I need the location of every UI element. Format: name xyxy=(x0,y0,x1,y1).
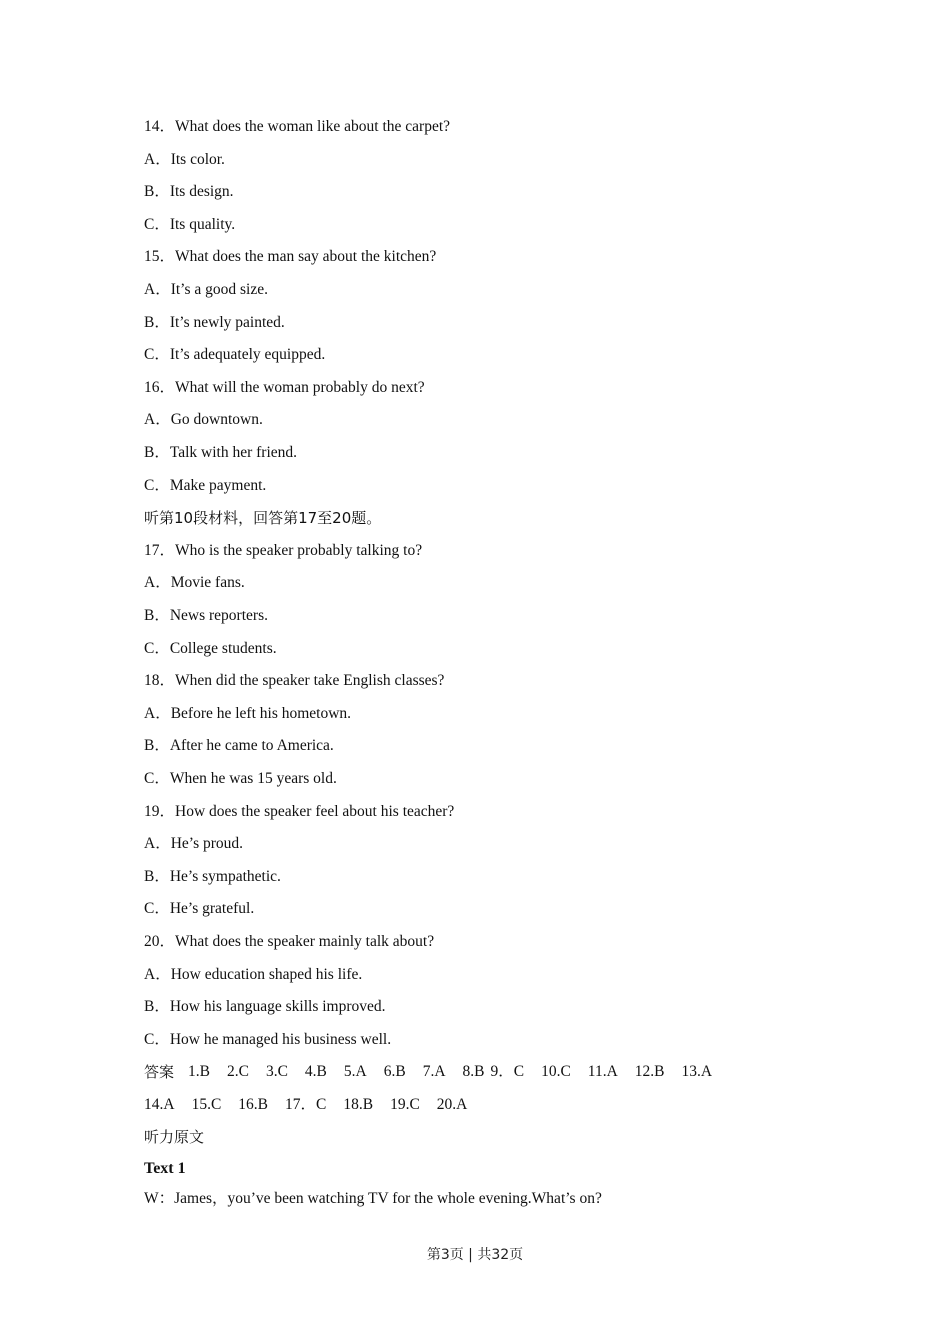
question-19-option-c: C．He’s grateful. xyxy=(144,900,255,917)
question-18-option-a: A．Before he left his hometown. xyxy=(144,705,352,722)
question-19-option-a: A．He’s proud. xyxy=(144,835,244,852)
question-17-option-c: C．College students. xyxy=(144,640,277,657)
question-15-option-a: A．It’s a good size. xyxy=(144,281,268,298)
answer-item: 6.B xyxy=(383,1063,406,1080)
question-15-option-c: C．It’s adequately equipped. xyxy=(144,346,326,363)
question-16-option-c: C．Make payment. xyxy=(144,477,267,494)
question-15-option-b: B．It’s newly painted. xyxy=(144,314,285,331)
question-17-option-a: A．Movie fans. xyxy=(144,574,245,591)
question-14-option-b: B．Its design. xyxy=(144,183,234,200)
question-20-option-a: A．How education shaped his life. xyxy=(144,966,363,983)
answer-item: 2.C xyxy=(226,1063,249,1080)
answer-item: 14.A xyxy=(144,1096,175,1113)
page-footer: 第3页 | 共32页 xyxy=(426,1247,524,1263)
answer-item: 3.C xyxy=(265,1063,288,1080)
answer-item: 7.A xyxy=(422,1063,446,1080)
answer-key-row-1 xyxy=(144,1062,712,1082)
question-16-stem: 16．What will the woman probably do next? xyxy=(144,379,425,396)
question-15-stem: 15．What does the man say about the kitchen? xyxy=(144,248,437,265)
question-18-option-c: C．When he was 15 years old. xyxy=(144,770,337,787)
answer-item: 13.A xyxy=(681,1063,713,1080)
answer-key-row-2 xyxy=(144,1095,467,1115)
question-16-option-a: A．Go downtown. xyxy=(144,411,263,428)
answer-item: 16.B xyxy=(238,1096,269,1113)
question-14-stem: 14．What does the woman like about the carpet? xyxy=(144,118,451,135)
question-20-option-b: B．How his language skills improved. xyxy=(144,998,386,1015)
transcript-title: 听力原文 xyxy=(144,1128,205,1146)
answer-item: 20.A xyxy=(436,1096,468,1113)
section-instruction: 听第10段材料，回答第17至20题。 xyxy=(144,509,382,527)
answer-item: 8.B xyxy=(462,1063,485,1080)
answer-item: 18.B xyxy=(343,1096,374,1113)
question-19-stem: 19．How does the speaker feel about his teacher? xyxy=(144,803,455,820)
question-18-option-b: B．After he came to America. xyxy=(144,737,334,754)
answer-item: 19.C xyxy=(390,1096,420,1113)
answer-item: 15.C xyxy=(191,1096,222,1113)
transcript-first-line: W：James，you’ve been watching TV for the whole evening.What’s on? xyxy=(144,1190,602,1207)
answer-item: 5.A xyxy=(343,1063,367,1080)
answer-item: 17．C xyxy=(285,1096,327,1113)
question-17-option-b: B．News reporters. xyxy=(144,607,268,624)
question-20-stem: 20．What does the speaker mainly talk about? xyxy=(144,933,435,950)
text-1-heading: Text 1 xyxy=(144,1160,186,1177)
answer-item: 12.B xyxy=(634,1063,665,1080)
question-14-option-a: A．Its color. xyxy=(144,151,225,168)
question-18-stem: 18．When did the speaker take English classes? xyxy=(144,672,445,689)
question-16-option-b: B．Talk with her friend. xyxy=(144,444,298,461)
question-19-option-b: B．He’s sympathetic. xyxy=(144,868,281,885)
answer-key-label: 答案 xyxy=(144,1063,175,1081)
question-14-option-c: C．Its quality. xyxy=(144,216,236,233)
answer-item: 1.B xyxy=(188,1063,210,1080)
answer-item: 10.C xyxy=(541,1063,571,1080)
question-20-option-c: C．How he managed his business well. xyxy=(144,1031,392,1048)
question-17-stem: 17．Who is the speaker probably talking to? xyxy=(144,542,423,559)
answer-item: 11.A xyxy=(587,1063,618,1080)
answer-item: 9．C xyxy=(490,1063,525,1080)
answer-item: 4.B xyxy=(304,1063,327,1080)
